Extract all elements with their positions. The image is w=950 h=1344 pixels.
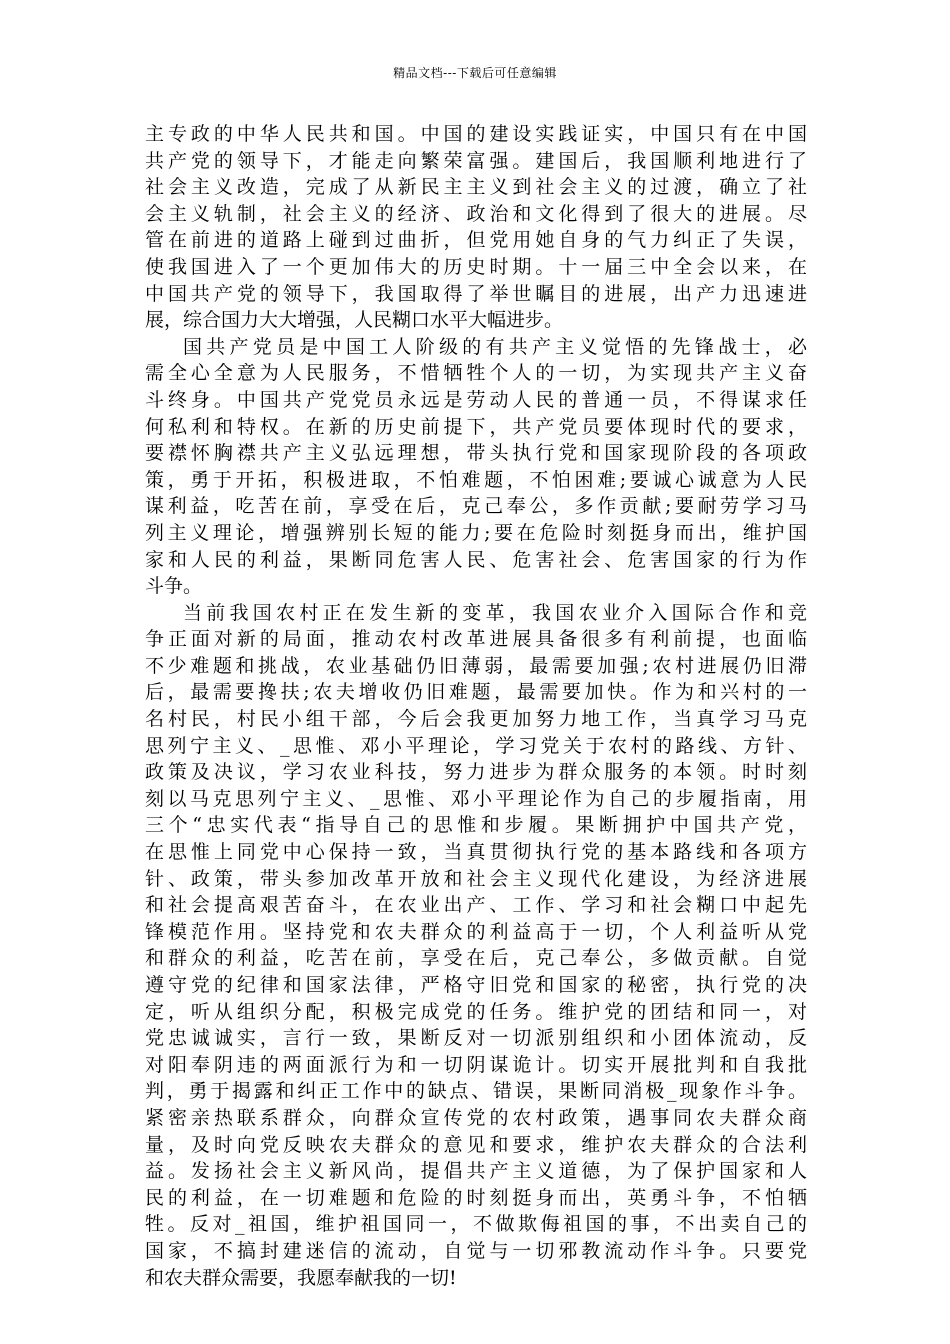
text-line: 名村民，村民小组干部，今后会我更加努力地工作，当真学习马克 [145, 708, 807, 731]
text-line: 思列宁主义、_思惟、邓小平理论，学习党关于农村的路线、方针、 [145, 734, 807, 757]
paragraph [145, 121, 807, 334]
paragraph [145, 334, 807, 600]
text-line: 使我国进入了一个更加伟大的历史时期。十一届三中全会以来，在 [145, 255, 807, 278]
text-line: 牲。反对_祖国，维护祖国同一，不做欺侮祖国的事，不出卖自己的 [145, 1213, 807, 1236]
text-line: 对阳奉阴违的两面派行为和一切阴谋诡计。切实开展批判和自我批 [145, 1053, 807, 1076]
text-line: 策，勇于开拓，积极进取，不怕难题，不怕困难;要诚心诚意为人民 [145, 468, 807, 491]
text-line: 要襟怀胸襟共产主义弘远理想，带头执行党和国家现阶段的各项政 [145, 442, 807, 465]
text-line: 家和人民的利益，果断同危害人民、危害社会、危害国家的行为作 [145, 548, 807, 571]
text-line: 量，及时向党反映农夫群众的意见和要求，维护农夫群众的合法利 [145, 1133, 807, 1156]
text-line: 和群众的利益，吃苦在前，享受在后，克己奉公，多做贡献。自觉 [145, 947, 807, 970]
page-header: 精品文档---下载后可任意编辑 [393, 66, 557, 80]
text-line: 定，听从组织分配，积极完成党的任务。维护党的团结和同一，对 [145, 1000, 807, 1023]
text-line: 益。发扬社会主义新风尚，提倡共产主义道德，为了保护国家和人 [145, 1160, 807, 1183]
paragraph [145, 600, 807, 1291]
text-line: 谋利益，吃苦在前，享受在后，克己奉公，多作贡献;要耐劳学习马 [145, 495, 807, 518]
text-line: 在思惟上同党中心保持一致，当真贯彻执行党的基本路线和各项方 [145, 841, 807, 864]
text-line: 判，勇于揭露和纠正工作中的缺点、错误，果断同消极_现象作斗争。 [145, 1080, 807, 1103]
text-line: 紧密亲热联系群众，向群众宣传党的农村政策，遇事同农夫群众商 [145, 1106, 807, 1129]
text-line: 中国共产党的领导下，我国取得了举世瞩目的进展，出产力迅速进 [145, 282, 807, 305]
text-line: 何私利和特权。在新的历史前提下，共产党员要体现时代的要求， [145, 415, 807, 438]
text-line: 针、政策，带头参加改革开放和社会主义现代化建设，为经济进展 [145, 867, 807, 890]
text-line: 国共产党员是中国工人阶级的有共产主义觉悟的先锋战士，必 [183, 335, 807, 358]
text-line: 政策及决议，学习农业科技，努力进步为群众服务的本领。时时刻 [145, 761, 807, 784]
text-line: 需全心全意为人民服务，不惜牺牲个人的一切，为实现共产主义奋 [145, 362, 807, 385]
text-line: 锋模范作用。坚持党和农夫群众的利益高于一切，个人利益听从党 [145, 920, 807, 943]
text-line: 不少难题和挑战，农业基础仍旧薄弱，最需要加强;农村进展仍旧滞 [145, 654, 807, 677]
text-line: 列主义理论，增强辨别长短的能力;要在危险时刻挺身而出，维护国 [145, 521, 807, 544]
text-line: 刻以马克思列宁主义、_思惟、邓小平理论作为自己的步履指南，用 [145, 787, 807, 810]
text-line: 斗终身。中国共产党党员永远是劳动人民的普通一员，不得谋求任 [145, 388, 807, 411]
document-body [145, 121, 807, 1291]
text-line: 管在前进的道路上碰到过曲折，但党用她自身的气力纠正了失误， [145, 229, 807, 252]
text-line: 遵守党的纪律和国家法律，严格守旧党和国家的秘密，执行党的决 [145, 974, 807, 996]
text-line: 共产党的领导下，才能走向繁荣富强。建国后，我国顺利地进行了 [145, 149, 807, 172]
text-line: 和社会提高艰苦奋斗，在农业出产、工作、学习和社会糊口中起先 [145, 894, 807, 917]
text-line: 会主义轨制，社会主义的经济、政治和文化得到了很大的进展。尽 [145, 202, 807, 225]
text-line: 当前我国农村正在发生新的变革，我国农业介入国际合作和竞 [183, 601, 807, 624]
text-line: 党忠诚诚实，言行一致，果断反对一切派别组织和小团体流动，反 [145, 1027, 807, 1050]
text-line: 争正面对新的局面，推动农村改革进展具备很多有利前提，也面临 [145, 628, 807, 651]
text-line: 社会主义改造，完成了从新民主主义到社会主义的过渡，确立了社 [145, 176, 807, 199]
text-line: 主专政的中华人民共和国。中国的建设实践证实，中国只有在中国 [145, 123, 807, 145]
text-line: 后，最需要搀扶;农夫增收仍旧难题，最需要加快。作为和兴村的一 [145, 681, 807, 704]
text-line: 民的利益，在一切难题和危险的时刻挺身而出，英勇斗争，不怕牺 [145, 1186, 807, 1209]
text-line: 斗争。 [145, 575, 203, 598]
text-line: 国家，不搞封建迷信的流动，自觉与一切邪教流动作斗争。只要党 [145, 1239, 807, 1262]
text-line: 和农夫群众需要，我愿奉献我的一切! [145, 1266, 457, 1289]
text-line: 展，综合国力大大增强，人民糊口水平大幅进步。 [145, 309, 564, 332]
text-line: 三个“忠实代表“指导自己的思惟和步履。果断拥护中国共产党， [145, 814, 807, 837]
